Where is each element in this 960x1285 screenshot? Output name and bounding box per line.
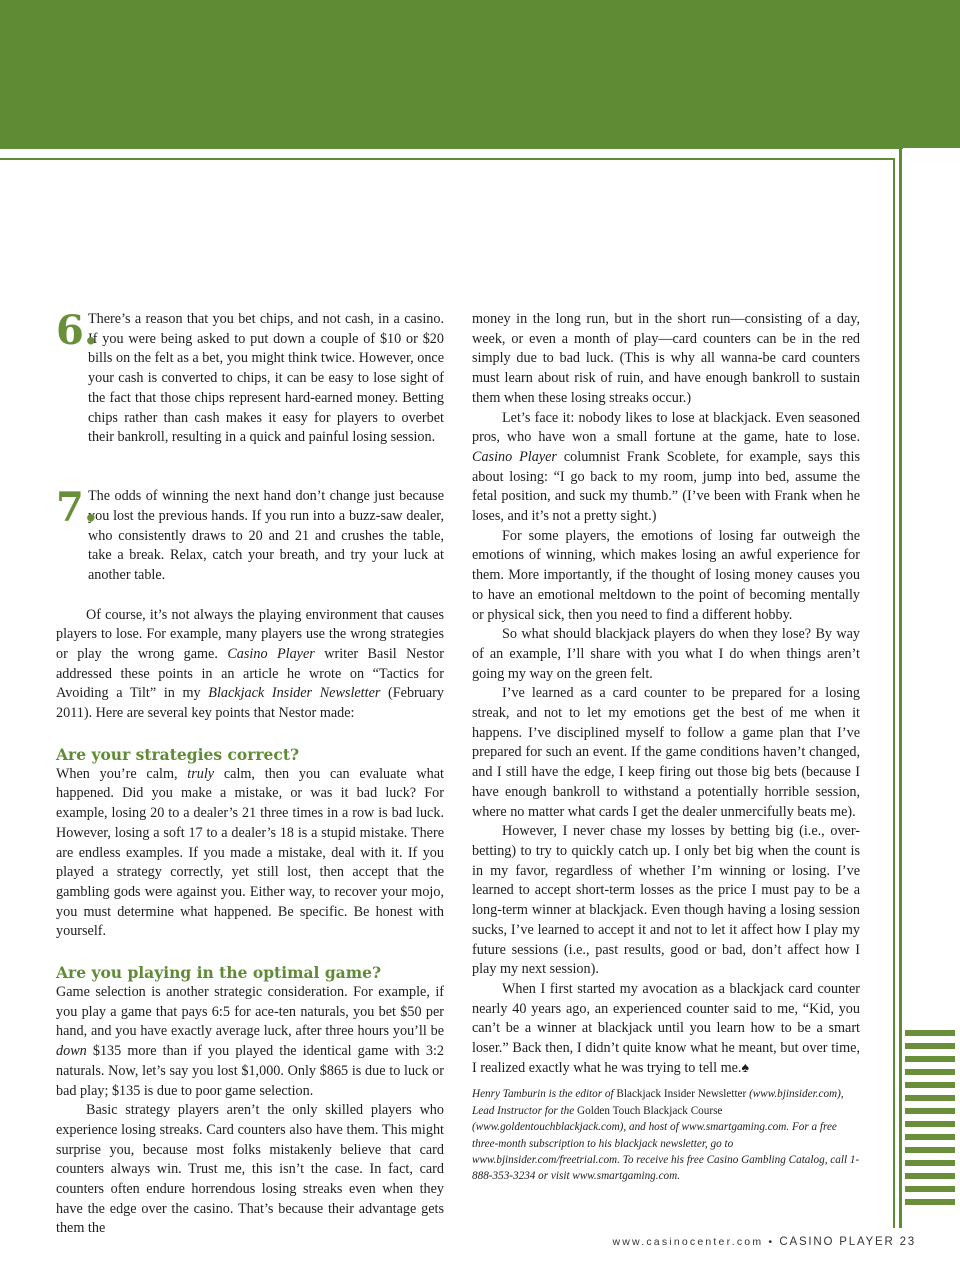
section-heading: Are you playing in the optimal game? bbox=[56, 963, 382, 983]
body-paragraph: When I first started my avocation as a blackjack card counter nearly 40 years ago, an experienced counter said to me, “Kid, you can’t be a winner at blackjack until you learn how to be a smart loser.” Back then, I didn’t quite know what he meant, but over time, I realized exactly what he was trying to tell me.♠ bbox=[472, 980, 860, 1076]
intro-paragraph: Of course, it’s not always the playing environment that causes players to lose. For example, many players use the wrong strategies or play the wrong game. Casino Player writer Basil Nestor addressed these points in an article he wrote on “Tactics for Avoiding a Tilt” in my Blackjack Insider Newsletter (February 2011). Here are several key points that Nestor made: bbox=[56, 606, 444, 722]
tip-7 bbox=[56, 484, 444, 586]
body-paragraph: For some players, the emotions of losing far outweigh the emotions of winning, which makes losing an awful experience for them. More importantly, if the thought of losing money causes you to have an emotional meltdown to the point of becoming mentally or physical sick, then you need to find a different hobby. bbox=[472, 527, 860, 623]
body-paragraph: Let’s face it: nobody likes to lose at blackjack. Even seasoned pros, who have won a small fortune at the game, hate to lose. Casino Player columnist Frank Scoblete, for example, says this about losing: “I go back to my room, jump into bed, assume the fetal position, and suck my thumb.” (I’ve been with Frank when he loses, and it’s not a pretty sight.) bbox=[472, 409, 860, 525]
body-paragraph: So what should blackjack players do when they lose? By way of an example, I’ll share with you what I do when things aren’t going my way on the green felt. bbox=[472, 626, 860, 682]
page-footer: www.casinocenter.com • CASINO PLAYER 23 bbox=[612, 1236, 916, 1248]
right-column bbox=[472, 310, 860, 1185]
magazine-page: CASINO PLAYER 23 bbox=[779, 1236, 916, 1248]
body-paragraph: Game selection is another strategic consideration. For example, if you play a game that pays 6:5 for ace-ten naturals, you bet $50 per hand, and you have exactly average luck, after three hours you’ll be down $135 more than if you played the identical game with 3:2 naturals. Now, let’s say you lost $1,000. Only $865 is due to luck or bad play; $135 is due to poor game selection. bbox=[56, 984, 444, 1099]
body-paragraph: However, I never chase my losses by betting big (i.e., over-betting) to try to quickly catch up. I only bet big when the count is in my favor, regardless of whether I’m winning or losing. I’ve learned to accept short-term losses as the price I must pay to be a long-term winner at blackjack. Even though having a losing session sucks, I’ve learned to accept it and not to let it affect how I play my future sessions (i.e., past results, good or bad, don’t affect how I play my next session). bbox=[472, 823, 860, 978]
frame-rule-right bbox=[893, 158, 895, 1228]
body-paragraph: When you’re calm, truly calm, then you can evaluate what happened. Did you make a mistake, or was it bad luck? For example, losing 20 to a dealer’s 21 three times in a row is bad luck. However, losing a soft 17 to a dealer’s 18 is a stupid mistake. There are endless examples. If you made a mistake, deal with it. If you played a strategy correctly, yet still lost, then accept that the gambling gods were against you. Either way, to recover your mojo, you must determine what happened. Be specific. Be honest with yourself. bbox=[56, 765, 444, 940]
frame-rule-right-2 bbox=[899, 148, 902, 1228]
tip-text: The odds of winning the next hand don’t change just because you lost the previous hands. If you run into a buzz-saw dealer, who consistently draws to 20 and 21 and crushes the table, take a break. Relax, catch your breath, and try your luck at another table. bbox=[88, 488, 444, 584]
website-url: www.casinocenter.com bbox=[612, 1236, 764, 1248]
tip-6 bbox=[56, 307, 445, 448]
decorative-stripes bbox=[905, 1030, 955, 1212]
tip-text: There’s a reason that you bet chips, and not cash, in a casino. If you were being asked to put down a couple of $10 or $20 bills on the felt as a bet, you might think twice. However, once your cash is converted to chips, it can be easy to lose sight of the fact that those chips represent hard-earned money. Betting chips rather than cash makes it easy for players to overbet their bankroll, resulting in a quick and painful losing session. bbox=[88, 311, 445, 446]
left-column bbox=[56, 307, 445, 1239]
tip-number: 6. bbox=[56, 307, 98, 354]
body-paragraph: money in the long run, but in the short run—consisting of a day, week, or even a month of play—card counters can be in the red simply due to bad luck. (This is why all wanna-be card counters must learn about risk of ruin, and have enough bankroll to sustain them when these losing streaks occur.) bbox=[472, 311, 860, 406]
frame-rule-top bbox=[0, 158, 893, 160]
header-band bbox=[0, 0, 960, 148]
spade-icon: ♠ bbox=[741, 1059, 750, 1076]
tip-number: 7. bbox=[56, 484, 98, 532]
body-paragraph: I’ve learned as a card counter to be prepared for a losing streak, and not to let my emotions get the best of me when it happens. I’ve disciplined myself to follow a game plan that I’ve prepared for such an event. If the game conditions haven’t changed, and I still have the edge, I keep firing out those big bets (because I have enough bankroll to withstand a potentially horrible session, where no matter what cards I get the dealer unmercifully beats me). bbox=[472, 685, 860, 820]
frame-rule-top-2 bbox=[0, 148, 903, 149]
section-heading: Are your strategies correct? bbox=[56, 744, 300, 764]
body-paragraph: Basic strategy players aren’t the only skilled players who experience losing streaks. Card counters also have them. This might surprise you, because most folks mistakenly believe that card counters always win. Trust me, this isn’t the case. In fact, card counters often endure horrendous losing streaks even when they have the edge over the casino. That’s because their advantage gets them the bbox=[56, 1102, 444, 1237]
author-bio: Henry Tamburin is the editor of Blackjack Insider Newsletter (www.bjinsider.com), Lead Instructor for the Golden Touch Blackjack Course (www.goldentouchblackjack.com), and host of www.smartgaming.com. For a free three-month subscription to his blackjack newsletter, go to www.bjinsider.com/freetrial.com. To receive his free Casino Gambling Catalog, call 1-888-353-3234 or visit www.smartgaming.com. bbox=[472, 1088, 860, 1183]
